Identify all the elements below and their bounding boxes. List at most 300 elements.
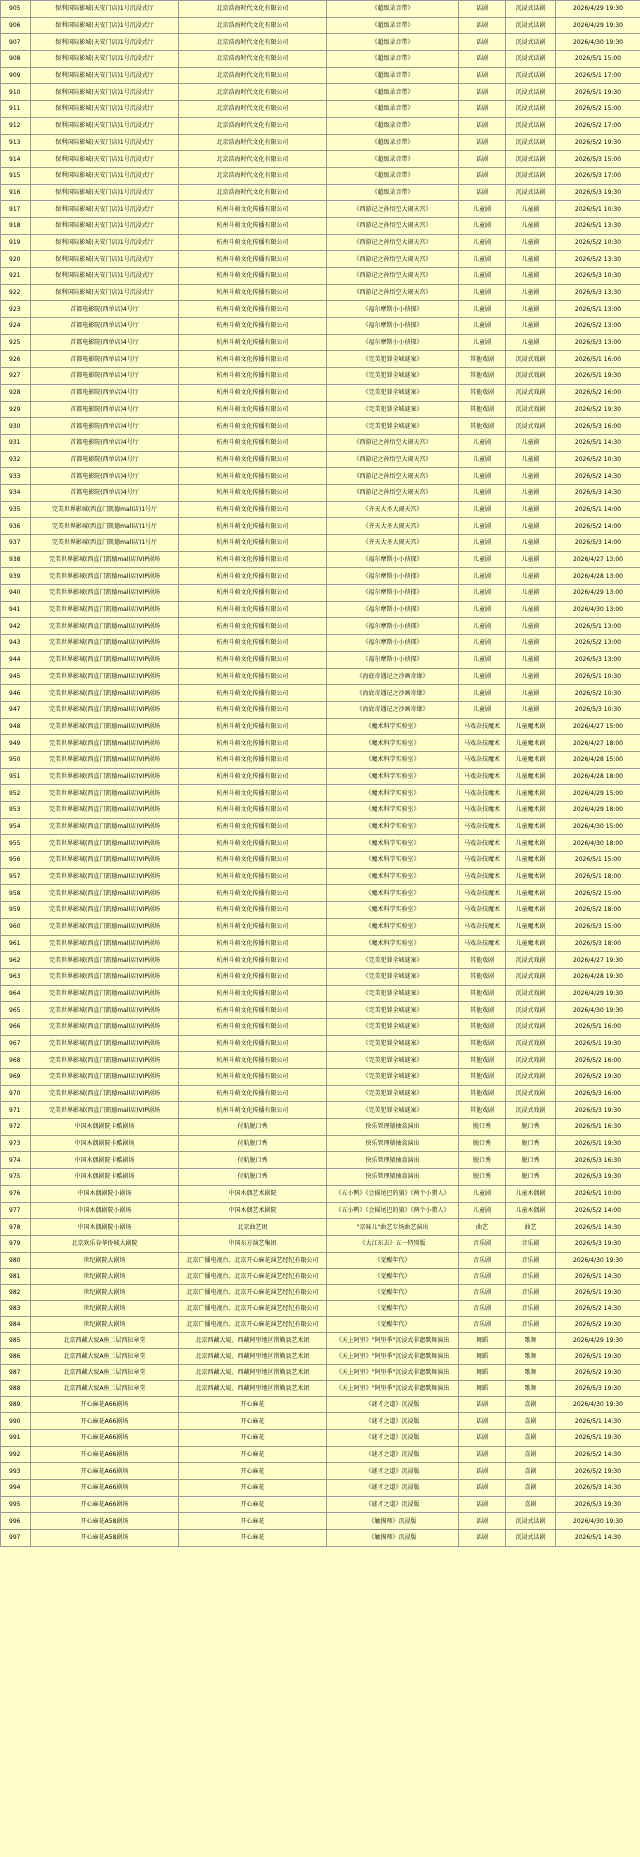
- show-time-cell: 2026/5/1 16:00: [556, 351, 640, 368]
- venue-cell: 首都电影院(西单店)4号厅: [31, 418, 179, 435]
- row-number-cell: 994: [1, 1480, 31, 1497]
- program-title-cell: 《魔术科学实验室》: [327, 735, 459, 752]
- program-title-cell: 《福尔摩斯小小侦探》: [327, 318, 459, 335]
- organizer-cell: 北京浩海时代文化有限公司: [179, 101, 327, 118]
- venue-cell: 完美世界影城(西直门凯德mall店)VIP剧场: [31, 568, 179, 585]
- table-row: [1, 685, 640, 702]
- venue-cell: 保利国际影城(天安门店)1号沉浸式厅: [31, 67, 179, 84]
- program-title-cell: 《谜才之道》沉浸版: [327, 1413, 459, 1430]
- category-cell: 儿童剧: [459, 334, 506, 351]
- category-cell: 话剧: [459, 1496, 506, 1513]
- venue-cell: 完美世界影城(西直门凯德mall店)VIP剧场: [31, 585, 179, 602]
- program-title-cell: 《魔术科学实验室》: [327, 868, 459, 885]
- program-title-cell: 《完美犯罪全城谜案》: [327, 1002, 459, 1019]
- table-row: [1, 1185, 640, 1202]
- table-row: [1, 1102, 640, 1119]
- venue-cell: 开心麻花A58剧场: [31, 1530, 179, 1547]
- show-time-cell: 2026/4/29 19:30: [556, 1332, 640, 1348]
- organizer-cell: 杭州斗萌文化传播有限公司: [179, 1018, 327, 1035]
- table-row: [1, 985, 640, 1002]
- organizer-cell: 杭州斗萌文化传播有限公司: [179, 952, 327, 969]
- genre-cell: 儿童魔术剧: [506, 868, 556, 885]
- program-title-cell: 《海底奇遇记之沙画奇缘》: [327, 685, 459, 702]
- table-row: [1, 535, 640, 552]
- table-row: [1, 568, 640, 585]
- organizer-cell: 开心麻花: [179, 1446, 327, 1463]
- show-time-cell: 2026/5/3 19:30: [556, 1235, 640, 1252]
- genre-cell: 沉浸式戏剧: [506, 351, 556, 368]
- show-time-cell: 2026/5/1 17:00: [556, 67, 640, 84]
- program-title-cell: 《完美犯罪全城谜案》: [327, 985, 459, 1002]
- program-title-cell: 《西游记之孙悟空大闹天宫》: [327, 234, 459, 251]
- genre-cell: 儿童剧: [506, 618, 556, 635]
- organizer-cell: 北京浩海时代文化有限公司: [179, 84, 327, 101]
- genre-cell: 儿童剧: [506, 468, 556, 485]
- venue-cell: 完美世界影城(西直门凯德mall店)VIP剧场: [31, 818, 179, 835]
- show-time-cell: 2026/5/3 19:30: [556, 1102, 640, 1119]
- row-number-cell: 980: [1, 1252, 31, 1268]
- table-row: [1, 268, 640, 285]
- table-row: [1, 201, 640, 218]
- venue-cell: 完美世界影城(西直门凯德mall店)1号厅: [31, 518, 179, 535]
- venue-cell: 保利国际影城(天安门店)1号沉浸式厅: [31, 201, 179, 218]
- table-row: [1, 1252, 640, 1268]
- show-time-cell: 2026/5/3 15:00: [556, 918, 640, 935]
- organizer-cell: 杭州斗萌文化传播有限公司: [179, 434, 327, 451]
- program-title-cell: 《超级录音带》: [327, 1, 459, 18]
- program-title-cell: 快乐管理猿抽盒演出: [327, 1169, 459, 1186]
- table-row: [1, 84, 640, 101]
- show-time-cell: 2026/5/1 10:30: [556, 201, 640, 218]
- venue-cell: 完美世界影城(西直门凯德mall店)VIP剧场: [31, 718, 179, 735]
- show-time-cell: 2026/5/1 14:30: [556, 434, 640, 451]
- program-title-cell: 《觉醒年代》: [327, 1252, 459, 1268]
- organizer-cell: 付航脱口秀: [179, 1152, 327, 1169]
- venue-cell: 中国木偶剧院卡酷剧场: [31, 1135, 179, 1152]
- show-time-cell: 2026/4/29 19:30: [556, 17, 640, 34]
- category-cell: 话剧: [459, 1513, 506, 1530]
- row-number-cell: 981: [1, 1268, 31, 1284]
- show-time-cell: 2026/4/28 18:00: [556, 768, 640, 785]
- table-row: [1, 451, 640, 468]
- organizer-cell: 杭州斗萌文化传播有限公司: [179, 334, 327, 351]
- category-cell: 儿童剧: [459, 1202, 506, 1219]
- row-number-cell: 964: [1, 985, 31, 1002]
- show-time-cell: 2026/5/1 16:00: [556, 1018, 640, 1035]
- venue-cell: 首都电影院(西单店)4号厅: [31, 451, 179, 468]
- category-cell: 脱口秀: [459, 1152, 506, 1169]
- genre-cell: 歌舞: [506, 1380, 556, 1396]
- show-time-cell: 2026/5/3 13:30: [556, 284, 640, 301]
- table-row: [1, 1085, 640, 1102]
- category-cell: 儿童剧: [459, 318, 506, 335]
- category-cell: 马戏杂技魔术: [459, 735, 506, 752]
- venue-cell: 完美世界影城(西直门凯德mall店)VIP剧场: [31, 785, 179, 802]
- show-time-cell: 2026/5/3 16:30: [556, 1152, 640, 1169]
- organizer-cell: 杭州斗萌文化传播有限公司: [179, 1102, 327, 1119]
- table-row: [1, 284, 640, 301]
- organizer-cell: 杭州斗萌文化传播有限公司: [179, 518, 327, 535]
- row-number-cell: 978: [1, 1219, 31, 1236]
- genre-cell: 沉浸式话剧: [506, 51, 556, 68]
- table-row: [1, 34, 640, 51]
- organizer-cell: 杭州斗萌文化传播有限公司: [179, 284, 327, 301]
- row-number-cell: 974: [1, 1152, 31, 1169]
- table-row: [1, 518, 640, 535]
- organizer-cell: 杭州斗萌文化传播有限公司: [179, 802, 327, 819]
- organizer-cell: 北京西藏大厦、西藏阿里地区措勤县艺术团: [179, 1380, 327, 1396]
- show-time-cell: 2026/5/3 18:00: [556, 935, 640, 952]
- genre-cell: 沉浸式戏剧: [506, 968, 556, 985]
- show-time-cell: 2026/5/2 19:30: [556, 1463, 640, 1480]
- show-time-cell: 2026/4/28 13:00: [556, 568, 640, 585]
- table-row: [1, 101, 640, 118]
- program-title-cell: 《超级录音带》: [327, 184, 459, 201]
- program-title-cell: 《福尔摩斯小小侦探》: [327, 651, 459, 668]
- venue-cell: 首都电影院(西单店)4号厅: [31, 401, 179, 418]
- category-cell: 马戏杂技魔术: [459, 852, 506, 869]
- venue-cell: 完美世界影城(西直门凯德mall店)VIP剧场: [31, 668, 179, 685]
- category-cell: 儿童剧: [459, 1185, 506, 1202]
- row-number-cell: 993: [1, 1463, 31, 1480]
- show-time-cell: 2026/5/2 14:30: [556, 468, 640, 485]
- show-time-cell: 2026/5/3 10:30: [556, 268, 640, 285]
- organizer-cell: 杭州斗萌文化传播有限公司: [179, 668, 327, 685]
- program-title-cell: 《天上阿里》"阿里季"沉浸式非遗歌舞演出: [327, 1332, 459, 1348]
- organizer-cell: 杭州斗萌文化传播有限公司: [179, 885, 327, 902]
- table-row: [1, 1219, 640, 1236]
- program-title-cell: 《福尔摩斯小小侦探》: [327, 568, 459, 585]
- program-title-cell: 《魔术科学实验室》: [327, 885, 459, 902]
- program-title-cell: 《超级录音带》: [327, 134, 459, 151]
- row-number-cell: 956: [1, 852, 31, 869]
- venue-cell: 保利国际影城(天安门店)1号沉浸式厅: [31, 84, 179, 101]
- table-row: [1, 217, 640, 234]
- organizer-cell: 北京浩海时代文化有限公司: [179, 67, 327, 84]
- program-title-cell: 《超级录音带》: [327, 34, 459, 51]
- row-number-cell: 988: [1, 1380, 31, 1396]
- table-row: [1, 835, 640, 852]
- organizer-cell: 杭州斗萌文化传播有限公司: [179, 318, 327, 335]
- venue-cell: 保利国际影城(天安门店)1号沉浸式厅: [31, 184, 179, 201]
- row-number-cell: 949: [1, 735, 31, 752]
- table-row: [1, 1513, 640, 1530]
- show-time-cell: 2026/5/1 14:00: [556, 501, 640, 518]
- program-title-cell: 《福尔摩斯小小侦探》: [327, 301, 459, 318]
- show-time-cell: 2026/4/30 18:00: [556, 835, 640, 852]
- genre-cell: 喜剧: [506, 1446, 556, 1463]
- venue-cell: 完美世界影城(西直门凯德mall店)VIP剧场: [31, 618, 179, 635]
- genre-cell: 音乐剧: [506, 1268, 556, 1284]
- genre-cell: 儿童魔术剧: [506, 751, 556, 768]
- organizer-cell: 付航脱口秀: [179, 1169, 327, 1186]
- category-cell: 儿童剧: [459, 468, 506, 485]
- show-time-cell: 2026/5/1 18:00: [556, 868, 640, 885]
- venue-cell: 开心麻花A66剧场: [31, 1396, 179, 1413]
- row-number-cell: 967: [1, 1035, 31, 1052]
- category-cell: 马戏杂技魔术: [459, 835, 506, 852]
- table-row: [1, 601, 640, 618]
- row-number-cell: 934: [1, 484, 31, 501]
- row-number-cell: 985: [1, 1332, 31, 1348]
- table-row: [1, 952, 640, 969]
- program-title-cell: 《西游记之孙悟空大闹天宫》: [327, 268, 459, 285]
- genre-cell: 沉浸式戏剧: [506, 384, 556, 401]
- table-row: [1, 751, 640, 768]
- venue-cell: 完美世界影城(西直门凯德mall店)VIP剧场: [31, 701, 179, 718]
- genre-cell: 儿童剧: [506, 301, 556, 318]
- venue-cell: 开心麻花A66剧场: [31, 1413, 179, 1430]
- genre-cell: 儿童剧: [506, 668, 556, 685]
- venue-cell: 完美世界影城(西直门凯德mall店)VIP剧场: [31, 885, 179, 902]
- organizer-cell: 北京西藏大厦、西藏阿里地区措勤县艺术团: [179, 1348, 327, 1364]
- genre-cell: 歌舞: [506, 1348, 556, 1364]
- organizer-cell: 杭州斗萌文化传播有限公司: [179, 585, 327, 602]
- organizer-cell: 杭州斗萌文化传播有限公司: [179, 551, 327, 568]
- category-cell: 其他戏剧: [459, 1018, 506, 1035]
- organizer-cell: 中国木偶艺术剧院: [179, 1202, 327, 1219]
- show-time-cell: 2026/5/3 14:30: [556, 1480, 640, 1497]
- genre-cell: 儿童魔术剧: [506, 785, 556, 802]
- organizer-cell: 北京浩海时代文化有限公司: [179, 34, 327, 51]
- show-time-cell: 2026/4/30 19:30: [556, 1002, 640, 1019]
- venue-cell: 北京西藏大厦A座二层西拉章堂: [31, 1348, 179, 1364]
- venue-cell: 保利国际影城(天安门店)1号沉浸式厅: [31, 1, 179, 18]
- venue-cell: 开心麻花A66剧场: [31, 1463, 179, 1480]
- show-time-cell: 2026/5/2 14:00: [556, 1202, 640, 1219]
- genre-cell: 沉浸式话剧: [506, 67, 556, 84]
- program-title-cell: 《海底奇遇记之沙画奇缘》: [327, 701, 459, 718]
- venue-cell: 开心麻花A66剧场: [31, 1446, 179, 1463]
- category-cell: 其他戏剧: [459, 401, 506, 418]
- program-title-cell: 《完美犯罪全城谜案》: [327, 368, 459, 385]
- genre-cell: 喜剧: [506, 1480, 556, 1497]
- row-number-cell: 920: [1, 251, 31, 268]
- venue-cell: 首都电影院(西单店)4号厅: [31, 368, 179, 385]
- program-title-cell: 《福尔摩斯小小侦探》: [327, 334, 459, 351]
- table-row: [1, 885, 640, 902]
- row-number-cell: 923: [1, 301, 31, 318]
- organizer-cell: 杭州斗萌文化传播有限公司: [179, 418, 327, 435]
- genre-cell: 音乐剧: [506, 1252, 556, 1268]
- category-cell: 音乐剧: [459, 1235, 506, 1252]
- show-time-cell: 2026/4/28 19:30: [556, 968, 640, 985]
- organizer-cell: 北京浩海时代文化有限公司: [179, 1, 327, 18]
- category-cell: 舞蹈: [459, 1332, 506, 1348]
- program-title-cell: 《西游记之孙悟空大闹天宫》: [327, 434, 459, 451]
- category-cell: 儿童剧: [459, 618, 506, 635]
- venue-cell: 中国木偶剧院小剧场: [31, 1219, 179, 1236]
- show-time-cell: 2026/4/29 19:30: [556, 985, 640, 1002]
- show-time-cell: 2026/4/29 19:30: [556, 1, 640, 18]
- venue-cell: 首都电影院(西单店)4号厅: [31, 334, 179, 351]
- show-time-cell: 2026/5/1 10:30: [556, 668, 640, 685]
- venue-cell: 完美世界影城(西直门凯德mall店)VIP剧场: [31, 1102, 179, 1119]
- venue-cell: 保利国际影城(天安门店)1号沉浸式厅: [31, 101, 179, 118]
- table-row: [1, 1202, 640, 1219]
- genre-cell: 沉浸式话剧: [506, 167, 556, 184]
- program-title-cell: 《完美犯罪全城谜案》: [327, 1035, 459, 1052]
- table-row: [1, 1235, 640, 1252]
- genre-cell: 沉浸式话剧: [506, 17, 556, 34]
- genre-cell: 沉浸式戏剧: [506, 368, 556, 385]
- organizer-cell: 杭州斗萌文化传播有限公司: [179, 751, 327, 768]
- program-title-cell: 《天上阿里》"阿里季"沉浸式非遗歌舞演出: [327, 1380, 459, 1396]
- row-number-cell: 955: [1, 835, 31, 852]
- show-time-cell: 2026/5/1 19:30: [556, 1348, 640, 1364]
- genre-cell: 儿童剧: [506, 234, 556, 251]
- show-time-cell: 2026/5/1 13:00: [556, 301, 640, 318]
- row-number-cell: 926: [1, 351, 31, 368]
- show-time-cell: 2026/5/1 19:30: [556, 1135, 640, 1152]
- row-number-cell: 927: [1, 368, 31, 385]
- genre-cell: 儿童剧: [506, 451, 556, 468]
- row-number-cell: 971: [1, 1102, 31, 1119]
- genre-cell: 喜剧: [506, 1396, 556, 1413]
- table-row: [1, 1268, 640, 1284]
- category-cell: 话剧: [459, 1429, 506, 1446]
- program-title-cell: 《觉醒年代》: [327, 1300, 459, 1316]
- venue-cell: 世纪剧院大剧场: [31, 1252, 179, 1268]
- show-time-cell: 2026/5/1 19:30: [556, 1429, 640, 1446]
- row-number-cell: 907: [1, 34, 31, 51]
- show-time-cell: 2026/4/27 15:00: [556, 718, 640, 735]
- row-number-cell: 908: [1, 51, 31, 68]
- organizer-cell: 杭州斗萌文化传播有限公司: [179, 384, 327, 401]
- row-number-cell: 912: [1, 117, 31, 134]
- genre-cell: 音乐剧: [506, 1284, 556, 1300]
- organizer-cell: 中国木偶艺术剧院: [179, 1185, 327, 1202]
- genre-cell: 儿童剧: [506, 268, 556, 285]
- category-cell: 儿童剧: [459, 284, 506, 301]
- category-cell: 儿童剧: [459, 635, 506, 652]
- show-time-cell: 2026/4/27 13:00: [556, 551, 640, 568]
- category-cell: 儿童剧: [459, 434, 506, 451]
- genre-cell: 沉浸式戏剧: [506, 1035, 556, 1052]
- row-number-cell: 921: [1, 268, 31, 285]
- category-cell: 话剧: [459, 1480, 506, 1497]
- show-time-cell: 2026/5/2 19:30: [556, 134, 640, 151]
- table-row: [1, 418, 640, 435]
- genre-cell: 脱口秀: [506, 1119, 556, 1136]
- category-cell: 舞蹈: [459, 1348, 506, 1364]
- row-number-cell: 929: [1, 401, 31, 418]
- program-title-cell: 《五小鸭》《会摇尾巴的狼》《两个小猎人》: [327, 1202, 459, 1219]
- venue-cell: 完美世界影城(西直门凯德mall店)VIP剧场: [31, 735, 179, 752]
- program-title-cell: 《福尔摩斯小小侦探》: [327, 618, 459, 635]
- program-title-cell: 《西游记之孙悟空大闹天宫》: [327, 251, 459, 268]
- table-row: [1, 735, 640, 752]
- category-cell: 话剧: [459, 151, 506, 168]
- row-number-cell: 937: [1, 535, 31, 552]
- table-row: [1, 1496, 640, 1513]
- venue-cell: 完美世界影城(西直门凯德mall店)VIP剧场: [31, 635, 179, 652]
- venue-cell: 完美世界影城(西直门凯德mall店)VIP剧场: [31, 751, 179, 768]
- row-number-cell: 913: [1, 134, 31, 151]
- program-title-cell: 《魔术科学实验室》: [327, 918, 459, 935]
- venue-cell: 首都电影院(西单店)4号厅: [31, 468, 179, 485]
- row-number-cell: 936: [1, 518, 31, 535]
- genre-cell: 儿童魔术剧: [506, 735, 556, 752]
- venue-cell: 世纪剧院大剧场: [31, 1300, 179, 1316]
- organizer-cell: 杭州斗萌文化传播有限公司: [179, 368, 327, 385]
- program-title-cell: 《触摸师》沉浸版: [327, 1513, 459, 1530]
- genre-cell: 儿童剧: [506, 635, 556, 652]
- venue-cell: 保利国际影城(天安门店)1号沉浸式厅: [31, 268, 179, 285]
- program-title-cell: 《魔术科学实验室》: [327, 835, 459, 852]
- genre-cell: 儿童剧: [506, 251, 556, 268]
- program-title-cell: "京味儿"曲艺专场曲艺演出: [327, 1219, 459, 1236]
- program-title-cell: 《完美犯罪全城谜案》: [327, 968, 459, 985]
- genre-cell: 儿童剧: [506, 501, 556, 518]
- venue-cell: 开心麻花A66剧场: [31, 1496, 179, 1513]
- row-number-cell: 914: [1, 151, 31, 168]
- show-time-cell: 2026/5/3 17:00: [556, 167, 640, 184]
- genre-cell: 脱口秀: [506, 1152, 556, 1169]
- row-number-cell: 915: [1, 167, 31, 184]
- organizer-cell: 北京广播电视台、北京开心麻花演艺经纪有限公司: [179, 1300, 327, 1316]
- program-title-cell: 快乐管理猿抽盒演出: [327, 1119, 459, 1136]
- venue-cell: 完美世界影城(西直门凯德mall店)1号厅: [31, 535, 179, 552]
- genre-cell: 儿童剧: [506, 284, 556, 301]
- table-row: [1, 117, 640, 134]
- venue-cell: 完美世界影城(西直门凯德mall店)VIP剧场: [31, 1069, 179, 1086]
- show-time-cell: 2026/5/2 19:30: [556, 1364, 640, 1380]
- table-row: [1, 251, 640, 268]
- category-cell: 马戏杂技魔术: [459, 718, 506, 735]
- genre-cell: 沉浸式话剧: [506, 151, 556, 168]
- category-cell: 儿童剧: [459, 701, 506, 718]
- table-row: [1, 368, 640, 385]
- show-time-cell: 2026/5/2 13:00: [556, 318, 640, 335]
- table-row: [1, 1380, 640, 1396]
- category-cell: 儿童剧: [459, 535, 506, 552]
- genre-cell: 儿童魔术剧: [506, 935, 556, 952]
- venue-cell: 保利国际影城(天安门店)1号沉浸式厅: [31, 167, 179, 184]
- organizer-cell: 开心麻花: [179, 1396, 327, 1413]
- row-number-cell: 935: [1, 501, 31, 518]
- row-number-cell: 933: [1, 468, 31, 485]
- row-number-cell: 996: [1, 1513, 31, 1530]
- category-cell: 话剧: [459, 134, 506, 151]
- row-number-cell: 953: [1, 802, 31, 819]
- category-cell: 儿童剧: [459, 234, 506, 251]
- table-row: [1, 1135, 640, 1152]
- category-cell: 其他戏剧: [459, 418, 506, 435]
- venue-cell: 完美世界影城(西直门凯德mall店)VIP剧场: [31, 985, 179, 1002]
- row-number-cell: 906: [1, 17, 31, 34]
- venue-cell: 完美世界影城(西直门凯德mall店)VIP剧场: [31, 768, 179, 785]
- row-number-cell: 960: [1, 918, 31, 935]
- genre-cell: 儿童魔术剧: [506, 835, 556, 852]
- table-row: [1, 868, 640, 885]
- organizer-cell: 北京西藏大厦、西藏阿里地区措勤县艺术团: [179, 1364, 327, 1380]
- category-cell: 儿童剧: [459, 451, 506, 468]
- table-row: [1, 1169, 640, 1186]
- show-time-cell: 2026/5/1 10:00: [556, 1185, 640, 1202]
- category-cell: 马戏杂技魔术: [459, 785, 506, 802]
- venue-cell: 保利国际影城(天安门店)1号沉浸式厅: [31, 284, 179, 301]
- show-time-cell: 2026/5/3 19:30: [556, 1496, 640, 1513]
- program-title-cell: 《谜才之道》沉浸版: [327, 1496, 459, 1513]
- venue-cell: 世纪剧院大剧场: [31, 1268, 179, 1284]
- category-cell: 话剧: [459, 67, 506, 84]
- program-title-cell: 《福尔摩斯小小侦探》: [327, 551, 459, 568]
- category-cell: 其他戏剧: [459, 384, 506, 401]
- table-row: [1, 618, 640, 635]
- category-cell: 脱口秀: [459, 1119, 506, 1136]
- genre-cell: 沉浸式戏剧: [506, 1018, 556, 1035]
